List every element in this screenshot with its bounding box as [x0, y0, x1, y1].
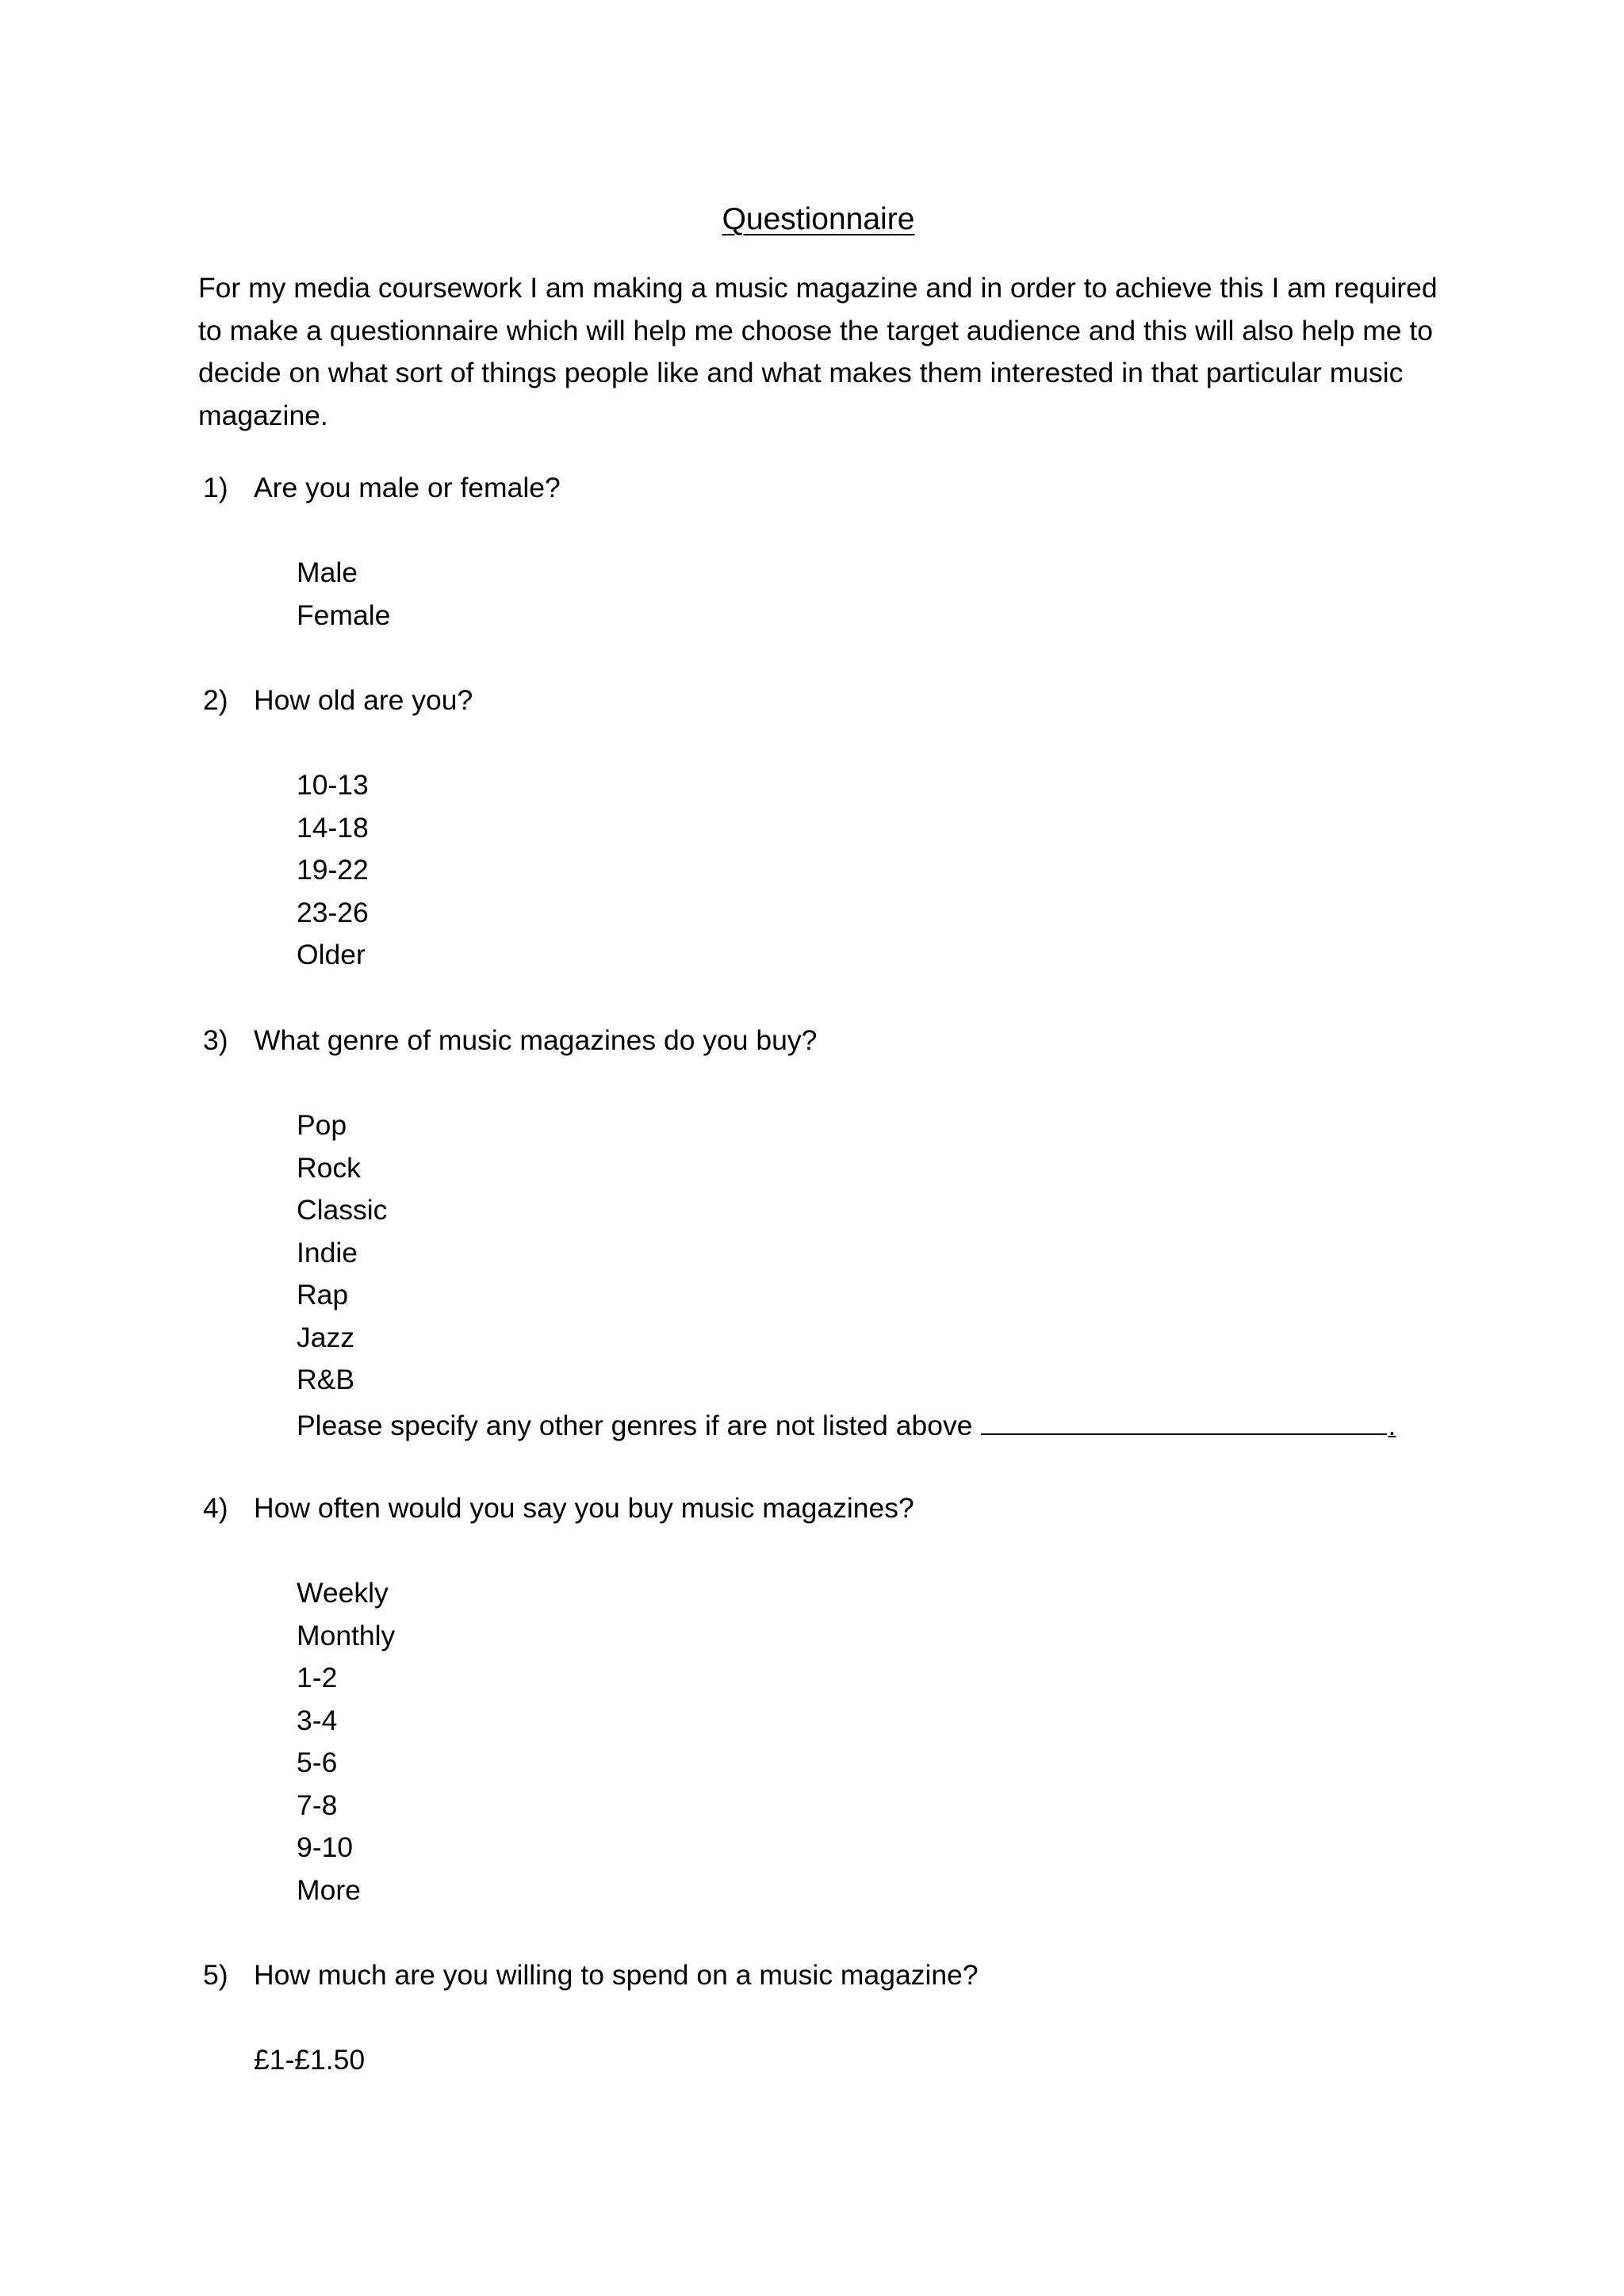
answer-option[interactable]: Female [297, 599, 391, 631]
answer-options-q4 [297, 1572, 395, 1911]
answer-options-q1 [297, 552, 390, 637]
other-genre-end: . [1388, 1409, 1396, 1441]
other-genre-prompt: Please specify any other genres if are not listed above [297, 1409, 973, 1441]
answer-option[interactable]: 3-4 [297, 1704, 338, 1736]
question-number: 1) [203, 472, 228, 503]
answer-option[interactable]: 23-26 [297, 896, 369, 928]
answer-option[interactable]: Indie [297, 1236, 358, 1269]
answer-options-q3 [297, 1104, 1396, 1447]
intro-line: magazine. [198, 399, 328, 431]
answer-option[interactable]: Older [297, 939, 366, 970]
answer-option[interactable]: Classic [297, 1194, 388, 1226]
question-number: 2) [203, 684, 228, 716]
answer-option[interactable]: £1-£1.50 [254, 2044, 366, 2076]
answer-option[interactable]: 14-18 [297, 811, 369, 844]
answer-option[interactable]: Jazz [297, 1321, 354, 1353]
answer-option[interactable]: 10-13 [297, 769, 369, 801]
question-number: 4) [203, 1492, 228, 1524]
answer-option[interactable]: Rap [297, 1279, 349, 1311]
answer-option[interactable]: R&B [297, 1364, 354, 1395]
intro-paragraph [198, 267, 1438, 437]
answer-option[interactable]: 7-8 [297, 1789, 338, 1821]
answer-option[interactable]: Pop [297, 1109, 347, 1141]
intro-line: to make a questionnaire which will help me choose the target audience and this will also help me to [198, 314, 1433, 346]
question-text: How much are you willing to spend on a music magazine? [254, 1959, 979, 1991]
question-text: What genre of music magazines do you buy? [254, 1024, 818, 1056]
question-number: 5) [203, 1959, 228, 1991]
answer-options-q5 [254, 2039, 365, 2082]
intro-line: decide on what sort of things people like and what makes them interested in that particular music [198, 357, 1404, 388]
answer-option[interactable]: 5-6 [297, 1747, 338, 1778]
answer-option[interactable]: Weekly [297, 1577, 389, 1609]
intro-line: For my media coursework I am making a music magazine and in order to achieve this I am required [198, 272, 1438, 304]
answer-option[interactable]: More [297, 1873, 361, 1906]
answer-options-q2 [297, 764, 369, 977]
answer-option[interactable]: Rock [297, 1151, 361, 1184]
page-title [0, 198, 1624, 241]
page-title-text: Questionnaire [722, 202, 915, 236]
question-text: How old are you? [254, 684, 473, 716]
answer-option[interactable]: 9-10 [297, 1831, 354, 1863]
answer-option[interactable]: 1-2 [297, 1662, 338, 1693]
other-genre-blank-field[interactable] [981, 1402, 1387, 1435]
answer-option[interactable]: Male [297, 557, 358, 588]
other-genre-row [297, 1402, 1396, 1448]
question-text: How often would you say you buy music magazines? [254, 1492, 914, 1524]
question-text: Are you male or female? [254, 472, 561, 503]
answer-option[interactable]: Monthly [297, 1619, 396, 1651]
question-number: 3) [203, 1024, 228, 1056]
answer-option[interactable]: 19-22 [297, 854, 369, 886]
